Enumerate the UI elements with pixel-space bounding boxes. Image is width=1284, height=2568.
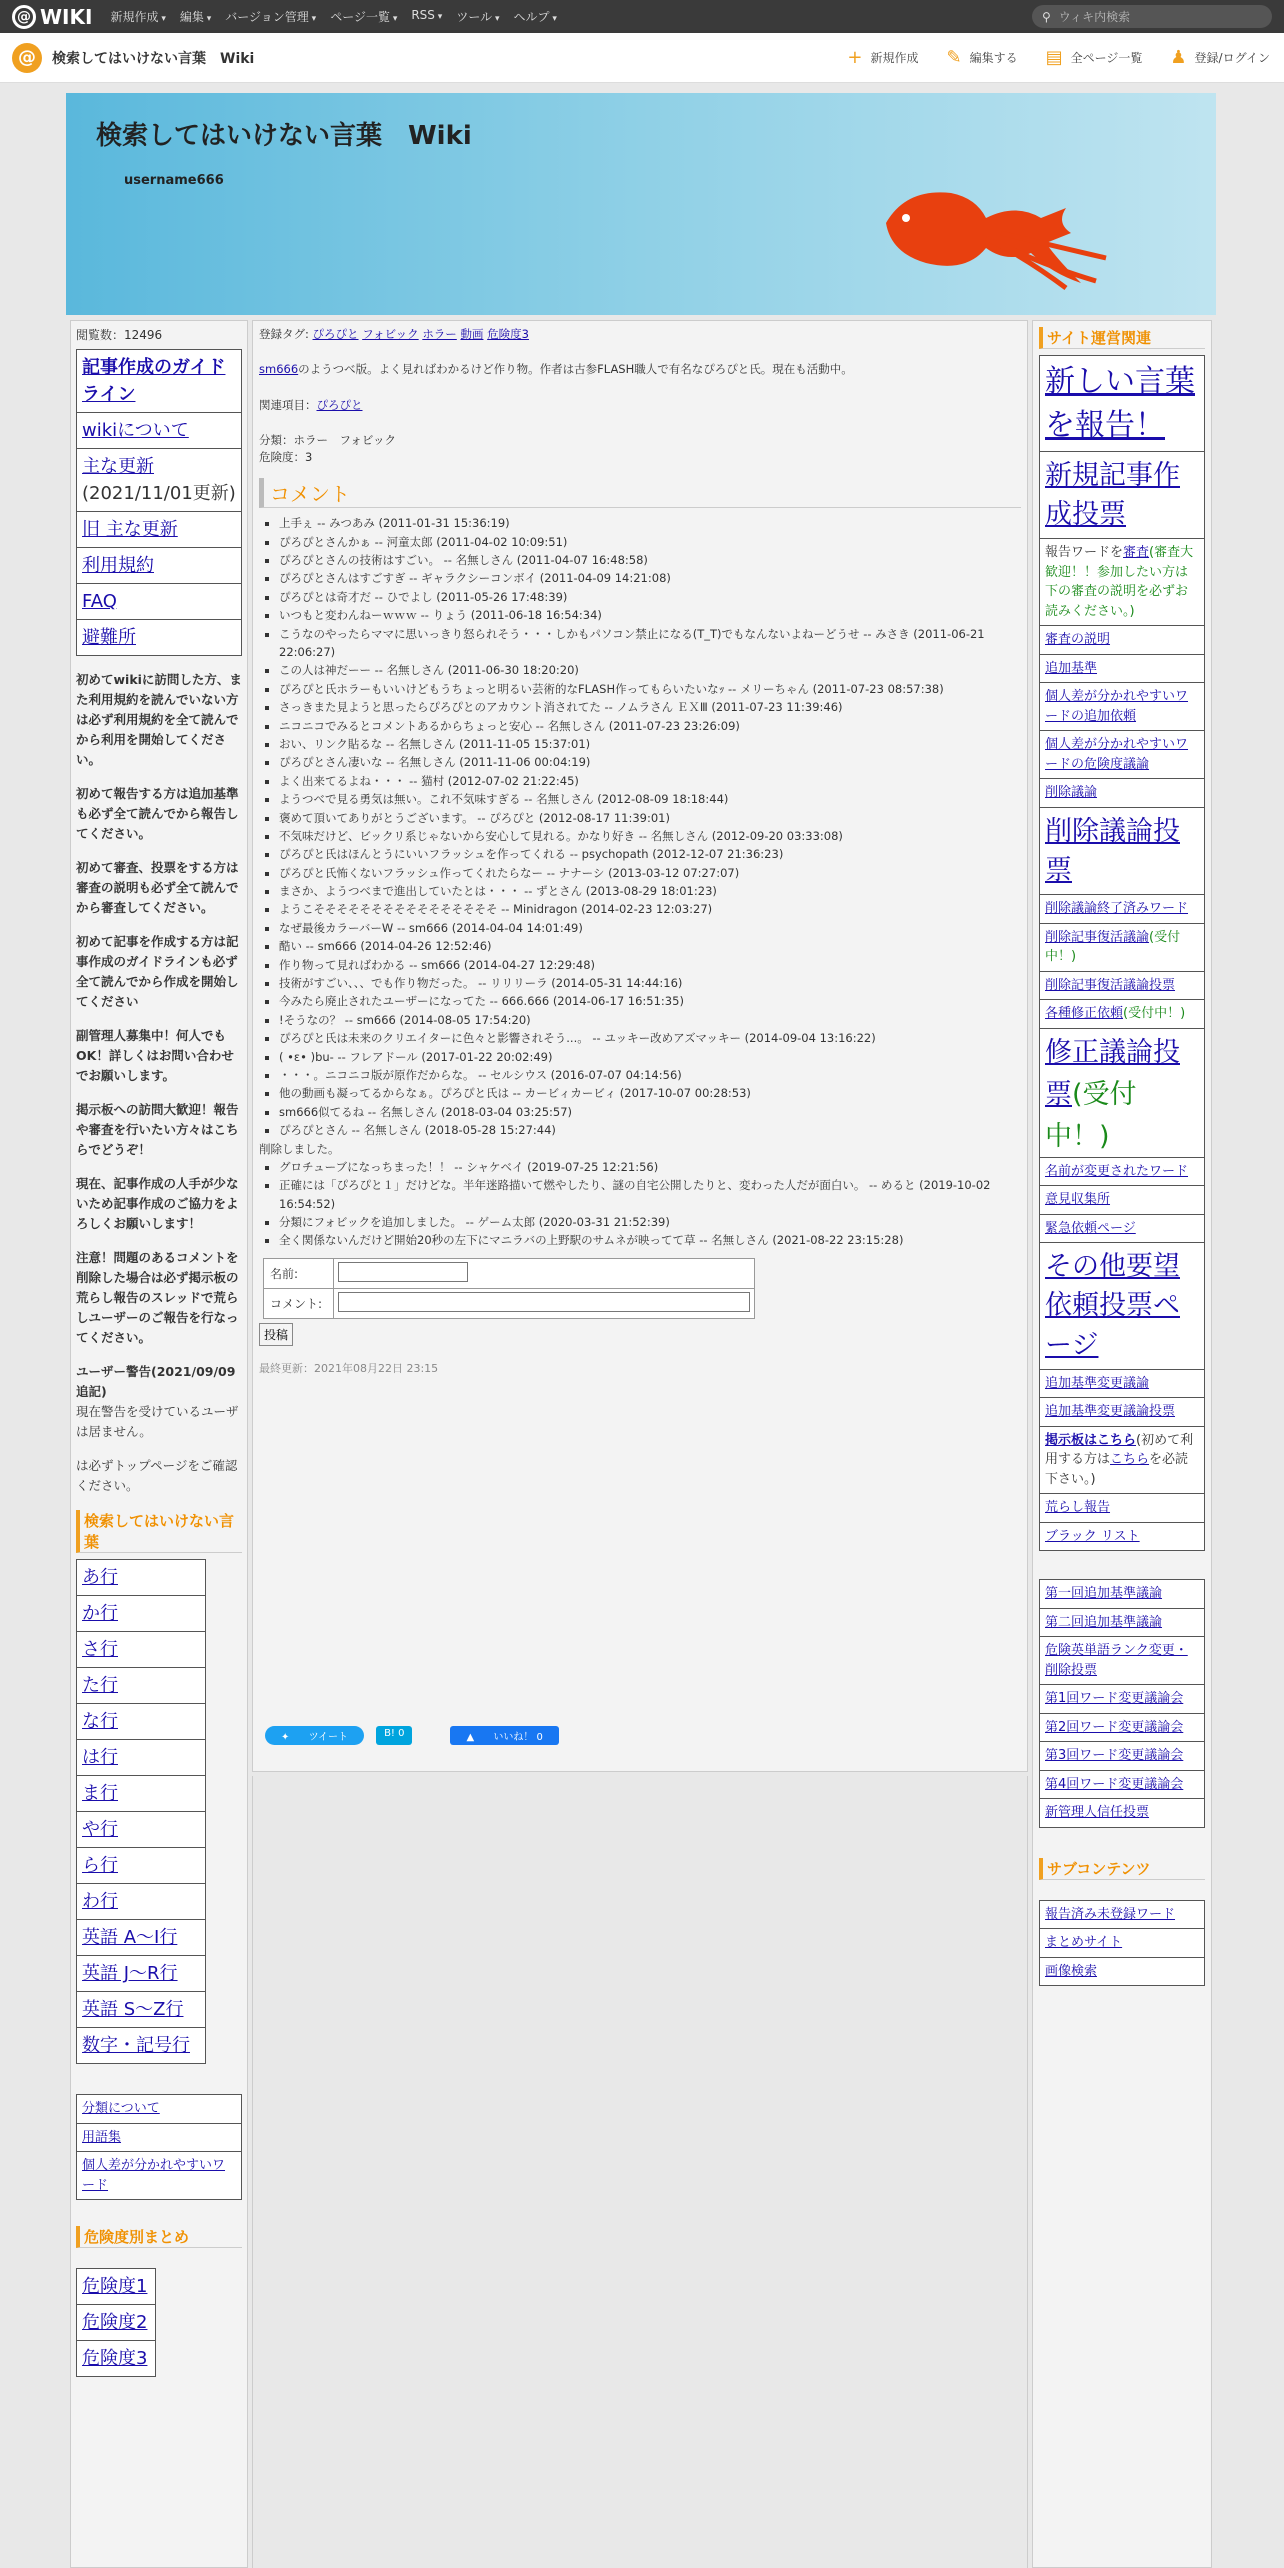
related-line [259,397,1021,414]
kana-link[interactable]: わ行 [82,1891,118,1912]
notice-1: 初めてwikiに訪問した方、また利用規約を読んでいない方は必ず利用規約を全て読んでから利用を開始してください。 [76,672,242,767]
comment-heading: コメント [259,478,1021,508]
disc-item [1040,1742,1204,1771]
other-vote-link[interactable]: その他要望依頼投票ページ [1045,1251,1180,1361]
main-content [252,320,1028,1772]
op-item [1040,655,1204,684]
op-item: 修正議論投票(受付中！) [1040,1029,1204,1158]
edit-action[interactable]: ✎ 編集する [946,47,1018,68]
sub-content-links [1039,1900,1205,1987]
nav-guideline-link[interactable]: 記事作成のガイドライン [82,357,226,405]
comment-item: ▪ 全く関係ないんだけど開始20秒の左下にマニラバの上野駅のサムネが映ってて草 -- 名無しさん (2021-08-22 23:15:28) [279,1231,1021,1249]
comment-item: ▪ ようつべで見る勇気は無い。これ不気味すぎる -- 名無しさん (2012-08-09 18:18:44) [279,790,1021,808]
disc-item [1040,1799,1204,1827]
site-header-banner [66,93,1216,315]
sub-item [1040,1929,1204,1958]
disc-item [1040,1637,1204,1685]
op-item [1040,683,1204,731]
menu-edit[interactable]: 編集 ▾ [180,8,211,25]
comment-item: ▪ この人は神だーー -- 名無しさん (2011-06-30 18:20:20) [279,661,1021,679]
op-link[interactable]: 審査の説明 [1045,632,1111,648]
comment-item: ▪ ぴろぴとさん凄いな -- 名無しさん (2011-11-06 00:04:19) [279,753,1021,771]
danger-line: 危険度：3 [259,450,313,464]
related-label: 関連項目： [259,397,317,412]
op-link[interactable]: 削除議論終了済みワード [1045,901,1189,917]
danger-item [77,2269,155,2305]
disc-link[interactable]: 第4回ワード変更議論会 [1045,1776,1184,1792]
kana-link[interactable]: 数字・記号行 [82,2035,190,2056]
comment-item: ▪ ぴろぴと氏ホラーもいいけどもうちょっと明るい芸術的なFLASH作ってもらいたいなｯ -- メリーちゃん (2011-07-23 08:57:38) [279,680,1021,698]
disc-link[interactable]: 第2回ワード変更議論会 [1045,1719,1184,1735]
delete-vote-link[interactable]: 削除議論投票 [1045,815,1180,886]
menu-tools[interactable]: ツール ▾ [456,8,499,25]
facebook-like-button[interactable]: ▲ いいね！ 0 [450,1726,558,1745]
op-link[interactable]: 名前が変更されたワード [1045,1163,1189,1179]
op-item [1040,1370,1204,1399]
section-search-words: 検索してはいけない言葉 [76,1510,242,1553]
sub-link[interactable]: まとめサイト [1045,1935,1123,1951]
tags-label: 登録タグ: [259,327,309,341]
comment-item: ▪ ( •ε• )bu- -- フレアドール (2017-01-22 20:02:49) [279,1048,1021,1066]
comment-item: ▪ !そうなの？ -- sm666 (2014-08-05 17:54:20) [279,1011,1021,1029]
related-link[interactable]: ぴろぴと [316,397,363,412]
kana-item [77,1596,205,1632]
comment-item: ▪ ・・・。ニコニコ版が原作だからな。 -- セルシウス (2016-07-07 04:14:56) [279,1066,1021,1084]
misc-item [77,2152,241,2199]
nav-about-link[interactable]: wikiについて [82,420,189,441]
kana-link[interactable]: ら行 [82,1855,118,1876]
comment-item: ▪ こうなのやったらママに思いっきり怒られそう・・・しかもパソコン禁止になる(T_T)でもなんないよねーどうせ -- みさき (2011-06-21 22:06:27) [279,625,1021,662]
kana-item [77,1668,205,1704]
op-item [1040,1186,1204,1215]
review-link[interactable]: 審査 [1123,545,1150,561]
comment-item: ▪ 分類にフォビックを追加しました。 -- ゲーム太郎 (2020-03-31 21:52:39) [279,1213,1021,1231]
op-link[interactable]: 荒らし報告 [1045,1500,1111,1516]
nav-terms [77,548,241,584]
comment-item: ▪ 正確には「ぴろぴと１」だけどな。半年迷路描いて燃やしたり、謎の自宅公開したりと、変わった人だが面白い。 -- めると (2019-10-02 16:54:52) [279,1176,1021,1213]
nav-faq [77,584,241,620]
name-row [264,1259,754,1289]
top-navbar [0,0,1284,33]
comment-form [263,1258,755,1319]
nav-old-updates [77,512,241,548]
kana-link[interactable]: 英語 S〜Z行 [82,1999,184,2020]
kana-link[interactable]: た行 [82,1675,118,1696]
misc-link[interactable]: 用語集 [82,2129,122,2145]
kana-item [77,1704,205,1740]
user-warning-title: ユーザー警告(2021/09/09追記) [76,1364,236,1399]
comment-item: ▪ 作り物って見ればわかる -- sm666 (2014-04-27 12:29:48) [279,956,1021,974]
tag-link[interactable]: 危険度3 [487,327,529,341]
op-item [1040,356,1204,452]
comment-item: ▪ ぴろぴと氏はほんとうにいいフラッシュを作ってくれる -- psychopath (2012-12-07 21:36:23) [279,845,1021,863]
main-lower-area [252,1776,1028,2568]
misc-link[interactable]: 分類について [82,2101,160,2116]
restore-request-link[interactable]: 削除記事復活議論 [1045,929,1150,945]
comment-item: ▪ よく出来てるよね・・・ -- 猫村 (2012-07-02 21:22:45) [279,772,1021,790]
last-updated: 最終更新：2021年08月22日 23:15 [259,1361,439,1375]
menu-help[interactable]: ヘルプ ▾ [513,8,556,25]
site-bar [0,33,1284,83]
deleted-note: 削除しました。 [259,1141,340,1156]
kana-item [77,2028,205,2063]
top-menu [110,8,556,25]
goldfish-image [866,163,1126,293]
op-link[interactable]: 削除議論 [1045,785,1098,801]
disc-link[interactable]: 第1回ワード変更議論会 [1045,1691,1184,1707]
tag-link[interactable]: フォビック [362,327,419,341]
site-actions [847,47,1270,68]
new-page-action[interactable]: + 新規作成 [847,47,919,68]
comment-item: ▪ ぴろぴとさんかぁ -- 河童太郎 (2011-04-02 10:09:51) [279,533,1021,551]
twitter-icon: ✦ [281,1732,293,1743]
op-item [1040,452,1204,539]
disc-link[interactable]: 危険英単語ランク変更・削除投票 [1045,1643,1188,1678]
kana-item [77,1992,205,2028]
name-input[interactable] [338,1262,468,1282]
op-item [1040,1158,1204,1187]
report-word-link[interactable]: 新しい言葉を報告！ [1045,364,1195,443]
comment-input[interactable] [338,1292,750,1312]
all-pages-action[interactable]: ▤ 全ページ一覧 [1045,47,1143,68]
op-link[interactable]: 追加基準 [1045,660,1098,676]
danger-link[interactable]: 危険度2 [82,2312,148,2333]
section-sub-contents: サブコンテンツ [1039,1858,1205,1880]
comment-item: ▪ さっきまた見ようと思ったらぴろぴとのアカウント消されてた -- ノムラさん ＥＸⅢ (2011-07-23 11:39:46) [279,698,1021,716]
user-warning-text-2: は必ずトップページをご確認ください。 [76,1458,238,1493]
comment-item: ▪ おい、リンク貼るな -- 名無しさん (2011-11-05 15:37:01) [279,735,1021,753]
op-item [1040,972,1204,1001]
nav-updates-link[interactable]: 主な更新 [82,456,154,477]
danger-item [77,2341,155,2376]
danger-link[interactable]: 危険度3 [82,2348,148,2369]
comment-item: ▪ いつもと変わんねーｗｗｗ -- りょう (2011-06-18 16:54:34) [279,606,1021,624]
right-sidebar [1032,320,1212,2568]
danger-list [76,2268,156,2377]
hatena-bookmark-button[interactable]: B! 0 [376,1726,412,1745]
op-item [1040,626,1204,655]
comment-item: ▪ 技術がすごい、、、でも作り物だった。 -- リリリーラ (2014-05-31 14:44:16) [279,974,1021,992]
op-item: 掲示板はこちら(初めて利用する方はこちらを必読下さい。) [1040,1427,1204,1495]
pencil-icon: ✎ [946,47,962,68]
comment-item: ▪ ようこそそそそそそそそそそそそそそそそ -- Minidragon (2014-02-23 12:03:27) [279,900,1021,918]
kana-item [77,1884,205,1920]
name-label: 名前: [264,1259,334,1288]
comment-item: ▪ sm666似てるね -- 名無しさん (2018-03-04 03:25:57) [279,1103,1021,1121]
op-item [1040,779,1204,808]
op-item [1040,895,1204,924]
op-link[interactable]: ブラック リスト [1045,1528,1140,1544]
nav-terms-link[interactable]: 利用規約 [82,555,154,576]
notice-4: 初めて記事を作成する方は記事作成のガイドラインも必ず全て読んでから作成を開始してください [76,934,239,1009]
kana-item [77,1560,205,1596]
notice-5: 副管理人募集中！何人でもOK！詳しくはお問い合わせでお願いします。 [76,1028,234,1083]
kana-link[interactable]: さ行 [82,1639,118,1660]
danger-item [77,2305,155,2341]
site-title[interactable]: 検索してはいけない言葉 Wiki [96,121,472,151]
kana-item [77,1776,205,1812]
comment-label: コメント: [264,1289,334,1318]
disc-link[interactable]: 新管理人信任投票 [1045,1805,1150,1821]
nav-refuge [77,620,241,655]
comment-item: ▪ 褒めて頂いてありがとうございます。 -- ぴろぴと (2012-08-17 11:39:01) [279,809,1021,827]
op-item [1040,1494,1204,1523]
comment-item: ▪ ぴろぴとは奇才だ -- ひでよし (2011-05-26 17:48:39) [279,588,1021,606]
comment-item: ▪ 酷い -- sm666 (2014-04-26 12:52:46) [279,937,1021,955]
nav-about [77,413,241,449]
op-item: 削除記事復活議論(受付中！) [1040,924,1204,972]
op-link[interactable]: 意見収集所 [1045,1192,1111,1208]
user-warning-text: 現在警告を受けているユーザは居ません。 [76,1404,239,1439]
comment-item: ▪ 他の動画も凝ってるからなぁ。ぴろぴと氏は -- カービィカービィ (2017-10-07 00:28:53) [279,1084,1021,1102]
intro-text: のようつべ版。よく見ればわかるけど作り物。作者は古参FLASH職人で有名なぴろぴと氏。現在も活動中。 [298,362,853,377]
disc-link[interactable]: 第二回追加基準議論 [1045,1614,1163,1630]
disc-item [1040,1685,1204,1714]
at-icon: @ [12,5,36,29]
comment-item: ▪ ぴろぴと氏は未来のクリエイターに色々と影響されそう...。 -- ユッキー改めアズマッキー (2014-09-04 13:16:22) [279,1029,1021,1047]
notice-7: 現在、記事作成の人手が少ないため記事作成のご協力をよろしくお願いします！ [76,1176,239,1231]
discussion-links [1039,1579,1205,1828]
nav-faq-link[interactable]: FAQ [82,591,117,612]
op-item [1040,1523,1204,1551]
category-line: 分類：ホラー フォビック [259,432,396,447]
view-counter: 閲覧数：12496 [76,328,163,342]
login-action[interactable]: ♟ 登録/ログイン [1170,47,1270,68]
op-item: 各種修正依頼(受付中！) [1040,1000,1204,1029]
comment-list [259,514,1021,1139]
notice-3: 初めて審査、投票をする方は審査の説明も必ず全て読んでから審査してください。 [76,860,239,915]
op-item [1040,808,1204,895]
header-username: username666 [124,173,224,188]
main-nav-box [76,349,242,656]
kana-item [77,1632,205,1668]
comment-item: ▪ ニコニコでみるとコメントあるからちょっと安心 -- 名無しさん (2011-07-23 23:26:09) [279,717,1021,735]
users-icon: ♟ [1170,47,1187,68]
bbs-guide-link[interactable]: こちら [1110,1452,1150,1468]
nav-guideline [77,350,241,413]
sub-link[interactable]: 報告済み未登録ワード [1045,1906,1176,1922]
intro-link[interactable]: sm666 [259,362,299,377]
comment-field-cell [334,1289,754,1318]
menu-new[interactable]: 新規作成 ▾ [110,8,165,25]
comment-item: ▪ 不気味だけど、ビックリ系じゃないから安心して見れる。かなり好き -- 名無しさん (2012-09-20 03:33:08) [279,827,1021,845]
op-link[interactable]: 緊急依頼ページ [1045,1220,1136,1236]
wiki-search-box [1032,5,1272,28]
plus-icon: + [847,47,863,68]
danger-link[interactable]: 危険度1 [82,2276,148,2297]
kana-item [77,1740,205,1776]
kana-link[interactable]: 英語 J〜R行 [82,1963,178,1984]
op-item [1040,1243,1204,1369]
disc-item [1040,1714,1204,1743]
fix-vote-link[interactable]: 修正議論投票 [1045,1036,1180,1110]
new-article-vote-link[interactable]: 新規記事作成投票 [1045,460,1180,531]
comment-item: ▪ グロチューブになっちまった！！ -- シャケベイ (2019-07-25 12:21:56) [279,1158,1021,1176]
atwiki-logo[interactable]: @ WIKI [12,5,92,29]
misc-links [76,2094,242,2200]
kana-link[interactable]: ま行 [82,1783,118,1804]
kana-item [77,1956,205,1992]
op-link[interactable]: 個人差が分かれやすいワードの危険度議論 [1045,737,1189,772]
comment-item: ▪ ぴろぴとさんはすごすぎ -- ギャラクシーコンボイ (2011-04-09 14:21:08) [279,569,1021,587]
comment-item: ▪ ぴろぴとさん -- 名無しさん (2018-05-28 15:27:44) [279,1121,1021,1139]
bbs-link[interactable]: 掲示板はこちら [1045,1432,1137,1448]
comment-item: ▪ 上手ぇ -- みつあみ (2011-01-31 15:36:19) [279,514,1021,532]
nav-updates [77,449,241,512]
disc-link[interactable]: 第一回追加基準議論 [1045,1586,1163,1602]
left-sidebar [70,320,248,2568]
menu-rss[interactable]: RSS ▾ [411,8,442,25]
post-button[interactable]: 投稿 [259,1323,293,1346]
disc-item [1040,1609,1204,1638]
kana-item [77,1848,205,1884]
op-link[interactable]: 追加基準変更議論 [1045,1375,1150,1391]
section-danger-levels: 危険度別まとめ [76,2226,242,2248]
disc-item [1040,1771,1204,1800]
sub-item [1040,1901,1204,1930]
menu-page-list[interactable]: ページ一覧 ▾ [330,8,397,25]
notice-2: 初めて報告する方は追加基準も必ず全て読んでから報告してください。 [76,786,239,841]
disc-link[interactable]: 第3回ワード変更議論会 [1045,1748,1184,1764]
misc-item [77,2095,241,2124]
comment-item: ▪ まさか、ようつべまで進出していたとは・・・ -- ずとさん (2013-08-29 18:01:23) [279,882,1021,900]
section-site-operation: サイト運営関連 [1039,327,1205,349]
tag-link[interactable]: ぴろぴと [312,327,359,341]
kana-link[interactable]: は行 [82,1747,118,1768]
comment-item: ▪ ぴろぴとさんの技術はすごい。 -- 名無しさん (2011-04-07 16:48:58) [279,551,1021,569]
name-field-cell [334,1259,754,1288]
op-link[interactable]: 個人差が分かれやすいワードの追加依頼 [1045,689,1189,724]
tag-link[interactable]: ホラー [422,327,457,341]
nav-updates-date: (2021/11/01更新) [82,483,236,504]
sub-item [1040,1958,1204,1986]
op-link[interactable]: 追加基準変更議論投票 [1045,1404,1176,1420]
comment-item: ▪ ぴろぴと氏怖くないフラッシュ作ってくれたらなー -- ナナーシ (2013-03-12 07:27:07) [279,864,1021,882]
comment-list-2 [259,1158,1021,1250]
disc-item [1040,1580,1204,1609]
op-item [1040,1398,1204,1427]
notice-6: 掲示板への訪問大歓迎！報告や審査を行いたい方々はこちらでどうぞ！ [76,1102,239,1157]
menu-version[interactable]: バージョン管理 ▾ [225,8,316,25]
fix-request-link[interactable]: 各種修正依頼 [1045,1006,1124,1022]
op-item [1040,731,1204,779]
comment-item: ▪ なぜ最後カラーバーW -- sm666 (2014-04-04 14:01:49) [279,919,1021,937]
site-logo-icon[interactable]: @ [12,43,42,73]
misc-item [77,2124,241,2153]
intro-paragraph [259,361,1021,378]
misc-link[interactable]: 個人差が分かれやすいワード [82,2158,226,2193]
thumbs-up-icon: ▲ [466,1732,478,1743]
kana-link[interactable]: な行 [82,1711,118,1732]
kana-index [76,1559,206,2064]
kana-item [77,1920,205,1956]
tag-link[interactable]: 動画 [460,327,484,341]
op-link[interactable]: 削除記事復活議論投票 [1045,977,1176,993]
comment-row [264,1289,754,1318]
search-input[interactable] [1057,9,1257,25]
kana-link[interactable]: や行 [82,1819,118,1840]
site-name[interactable]: 検索してはいけない言葉 Wiki [52,50,255,67]
social-buttons [265,1726,559,1745]
op-item [1040,1215,1204,1244]
comment-item: ▪ 今みたら廃止されたユーザーになってた -- 666.666 (2014-06-17 16:51:35) [279,992,1021,1010]
kana-item [77,1812,205,1848]
nav-refuge-link[interactable]: 避難所 [82,627,136,648]
document-icon: ▤ [1045,47,1063,68]
kana-link[interactable]: か行 [82,1603,118,1624]
sub-link[interactable]: 画像検索 [1045,1963,1098,1979]
notice-8: 注意！問題のあるコメントを削除した場合は必ず掲示板の荒らし報告のスレッドで荒らしユーザーのご報告を行なってください。 [76,1250,239,1345]
tweet-button[interactable]: ✦ ツイート [265,1726,364,1745]
op-item: 報告ワードを審査(審査大歓迎！！参加したい方は下の審査の説明を必ずお読みください。) [1040,539,1204,626]
tag-line [259,326,1021,343]
kana-link[interactable]: あ行 [82,1567,118,1588]
kana-link[interactable]: 英語 A〜I行 [82,1927,178,1948]
search-icon: ⚲ [1042,9,1051,24]
operation-links [1039,355,1205,1551]
nav-old-updates-link[interactable]: 旧 主な更新 [82,519,178,540]
